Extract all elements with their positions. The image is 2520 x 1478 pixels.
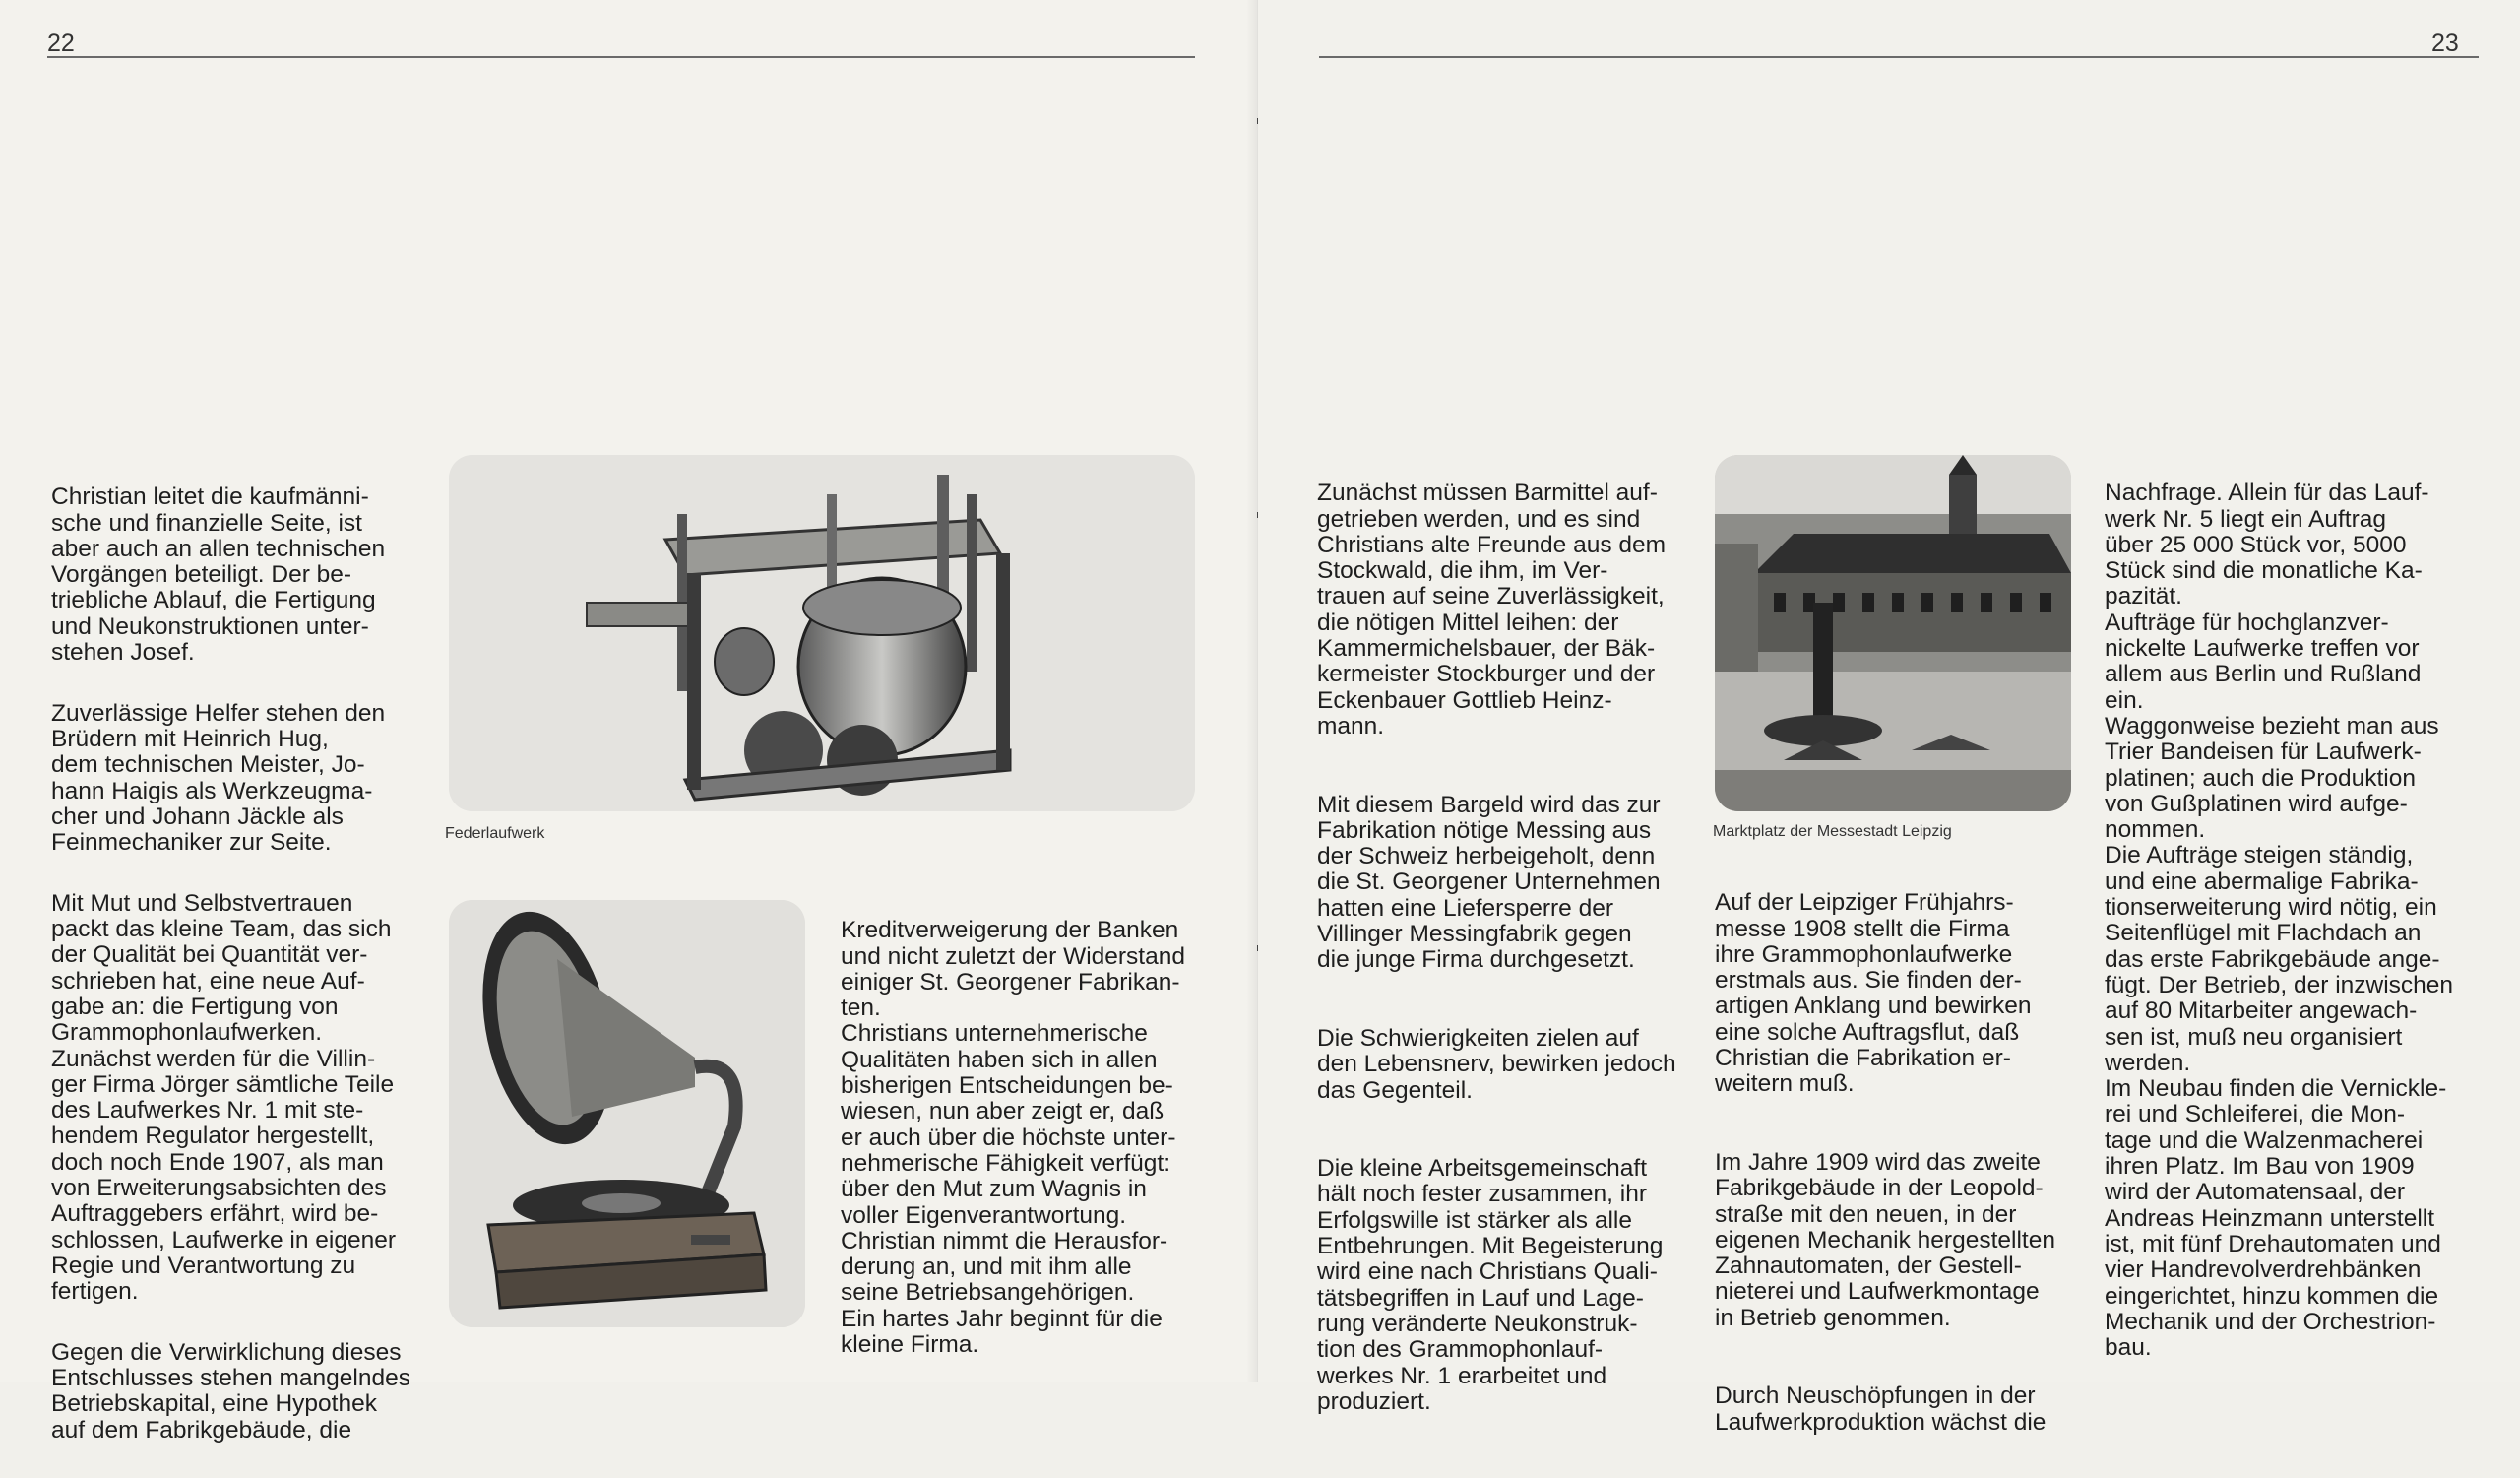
page-number-left: 22 (47, 30, 75, 57)
paragraph: Die kleine Arbeitsgemeinschaft hält noch fester zusammen, ihr Erfolgswille ist stärker als alle Entbehrungen. Mit Begeisterung wird eine nach Christians Quali- tätsbegriffen in Lauf und Lage- rung veränderte Neukonstruk- tion des Grammophonlauf- werkes Nr. 1 erarbeitet und produziert. (1317, 1155, 1664, 1415)
right-column-2 (1715, 865, 2099, 1470)
right-column-3 (2105, 455, 2498, 1396)
left-page (0, 0, 1258, 1444)
photo-leipzig-marktplatz (1715, 455, 2071, 811)
paragraph: Auf der Leipziger Frühjahrs- messe 1908 stellt die Firma ihre Grammophonlaufwerke erstmals aus. Sie finden der- artigen Anklang und bewirken eine solche Auftragsflut, daß Christian die Fabrikation er- weitern muß. (1715, 889, 2032, 1098)
page-number-right: 23 (2431, 30, 2459, 57)
paragraph: Gegen die Verwirklichung dieses Entschlusses stehen mangelndes Betriebskapital, eine Hypothek auf dem Fabrikgebäude, die (51, 1338, 410, 1444)
paragraph: Nachfrage. Allein für das Lauf- werk Nr. 5 liegt ein Auftrag über 25 000 Stück vor, 5000 Stück sind die monatliche Ka- pazität. Aufträge für hochglanzver- nickelte Laufwerke treffen vor allem aus Berlin und Rußland ein. Waggonweise bezieht man aus Trier Bandeisen für Laufwerk- platinen; auch die Produktion von Gußplatinen wird aufge- nommen. Die Aufträge steigen ständig, und eine abermalige Fabrika- tionserweiterung wird nötig, ein Seitenflügel mit Flachdach an das erste Fabrikgebäude ange- fügt. Der Betrieb, der inzwischen auf 80 Mitarbeiter angewach- sen ist, muß neu organisiert werden. Im Neubau finden die Vernickle- rei und Schleiferei, die Mon- tage und die Walzenmacherei ihren Platz. Im Bau von 1909 wird der Automatensaal, der Andreas Heinzmann unterstellt ist, mit fünf Drehautomaten und vier Handrevolverdrehbänken eingerichtet, hinzu kommen die Mechanik und der Orchestrion- bau. (2105, 480, 2454, 1362)
header-rule-left (47, 56, 1195, 58)
photo-caption: Marktplatz der Messestadt Leipzig (1713, 823, 1952, 840)
left-column-2 (841, 892, 1234, 1393)
paragraph: Im Jahre 1909 wird das zweite Fabrikgebäude in der Leopold- straße mit den neuen, in der eigenen Mechanik hergestellten Zahnautomaten, der Gestell- nieterei und Laufwerkmontage in Betrieb genommen. (1715, 1148, 2055, 1331)
photo-gramophone (449, 900, 805, 1327)
header-rule-right (1319, 56, 2479, 58)
left-column-1 (51, 459, 435, 1478)
right-page (1258, 0, 2520, 1436)
paragraph: Kreditverweigerung der Banken und nicht zuletzt der Widerstand einiger St. Georgener Fabrikan- ten. Christians unternehmerische Qualitäten haben sich in allen bisherigen Entscheidungen be- wiesen, nun aber zeigt er, daß er auch über die höchste unter- nehmerische Fähigkeit verfügt: über den Mut zum Wagnis in voller Eigenverantwortung. Christian nimmt die Herausfor- derung an, und mit ihm alle seine Betriebsangehörigen. Ein hartes Jahr beginnt für die kleine Firma. (841, 917, 1185, 1359)
photo-federlaufwerk (449, 455, 1195, 811)
paragraph: Mit Mut und Selbstvertrauen packt das kleine Team, das sich der Qualität bei Quantität ver- schrieben hat, eine neue Auf- gabe an: die Fertigung von Grammophonlaufwerken. Zunächst werden für die Villin- ger Firma Jörger sämtliche Teile des Laufwerkes Nr. 1 mit ste- hendem Regulator hergestellt, doch noch Ende 1907, als man von Erweiterungsabsichten des Auftraggebers erfährt, wird be- schlossen, Laufwerke in eigener Regie und Verantwortung zu fertigen. (51, 889, 397, 1306)
paragraph: Christian leitet die kaufmänni- sche und finanzielle Seite, ist aber auch an allen technischen Vorgängen beteiligt. Der be- triebliche Ablauf, die Fertigung und Neukonstruktionen unter- stehen Josef. (51, 483, 386, 667)
right-column-1 (1317, 455, 1711, 1449)
photo-caption: Federlaufwerk (445, 825, 545, 842)
paragraph: Zunächst müssen Barmittel auf- getrieben werden, und es sind Christians alte Freunde aus dem Stockwald, die ihm, im Ver- trauen auf seine Zuverlässigkeit, die nötigen Mittel leihen: der Kammermichelsbauer, der Bäk- kermeister Stockburger und der Eckenbauer Gottlieb Heinz- mann. (1317, 480, 1667, 739)
paragraph: Zuverlässige Helfer stehen den Brüdern mit Heinrich Hug, dem technischen Meister, Jo- hann Haigis als Werkzeugma- cher und Johann Jäckle als Feinmechaniker zur Seite. (51, 699, 386, 857)
paragraph: Mit diesem Bargeld wird das zur Fabrikation nötige Messing aus der Schweiz herbeigeholt, denn die St. Georgener Unternehmen hatten eine Liefersperre der Villinger Messingfabrik gegen die junge Firma durchgesetzt. (1317, 791, 1661, 974)
paragraph: Die Schwierigkeiten zielen auf den Lebensnerv, bewirken jedoch das Gegenteil. (1317, 1024, 1676, 1104)
paragraph: Durch Neuschöpfungen in der Laufwerkproduktion wächst die (1715, 1382, 2047, 1436)
